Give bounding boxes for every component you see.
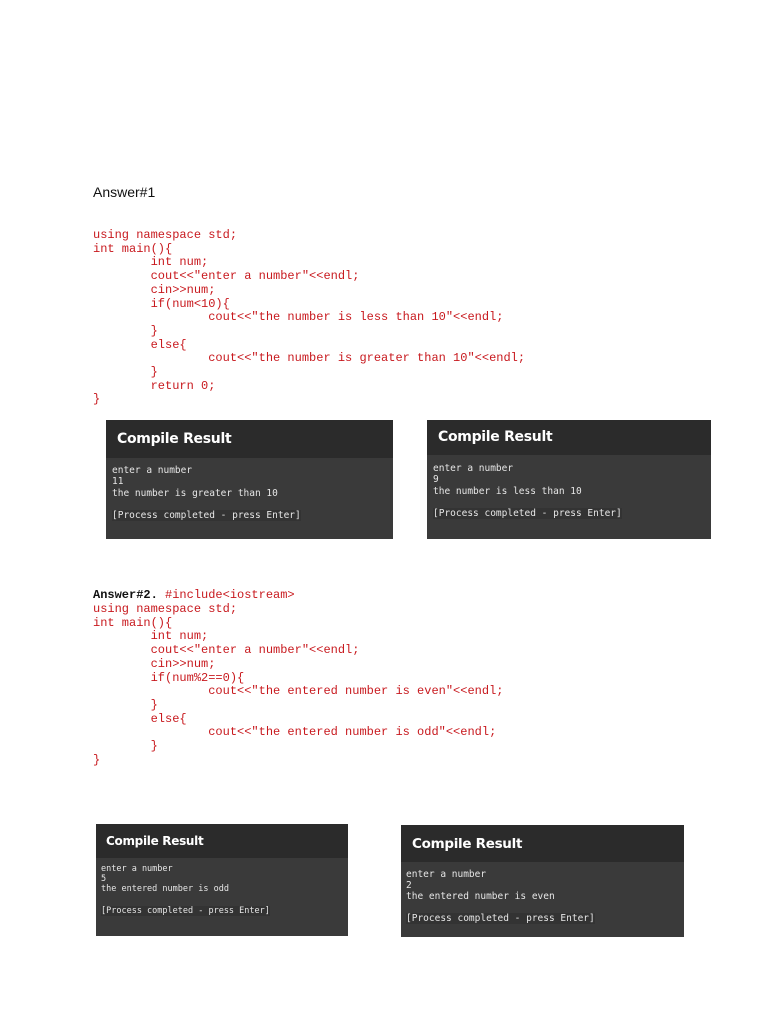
- compile-result-output: enter a number 11 the number is greater than 10: [112, 465, 278, 499]
- compile-result-title: Compile Result: [401, 825, 684, 862]
- compile-result-status: [Process completed - press Enter]: [101, 906, 270, 916]
- answer2-compile-result-2: [401, 825, 684, 937]
- answer2-compile-result-1: [96, 824, 348, 936]
- compile-result-status: [Process completed - press Enter]: [433, 507, 622, 519]
- answer2-heading: Answer#2.: [93, 588, 158, 602]
- answer2-first-line: [93, 589, 295, 603]
- compile-result-title: Compile Result: [96, 824, 348, 858]
- compile-result-status: [Process completed - press Enter]: [112, 509, 301, 521]
- answer2-include-line: #include<iostream>: [157, 588, 295, 602]
- compile-result-title: Compile Result: [427, 420, 711, 455]
- compile-result-status: [Process completed - press Enter]: [406, 913, 595, 924]
- answer1-code-block: using namespace std; int main(){ int num; cout<<"enter a number"<<endl; cin>>num; if(num<10){ cout<<"the number is less than 10"<<endl; } else{ cout<<"the number is greater than 10"<<endl; } return 0; }: [93, 228, 526, 407]
- answer1-compile-result-2: [427, 420, 711, 539]
- compile-result-output: enter a number 5 the entered number is odd: [101, 864, 229, 894]
- answer1-heading: Answer#1: [93, 184, 156, 200]
- answer2-code-block: using namespace std; int main(){ int num; cout<<"enter a number"<<endl; cin>>num; if(num%2==0){ cout<<"the entered number is even"<<endl; } else{ cout<<"the entered number is odd"<<endl; } }: [93, 602, 504, 767]
- compile-result-title: Compile Result: [106, 420, 393, 458]
- compile-result-output: enter a number 2 the entered number is even: [406, 869, 555, 902]
- answer1-compile-result-1: [106, 420, 393, 539]
- compile-result-output: enter a number 9 the number is less than 10: [433, 463, 582, 497]
